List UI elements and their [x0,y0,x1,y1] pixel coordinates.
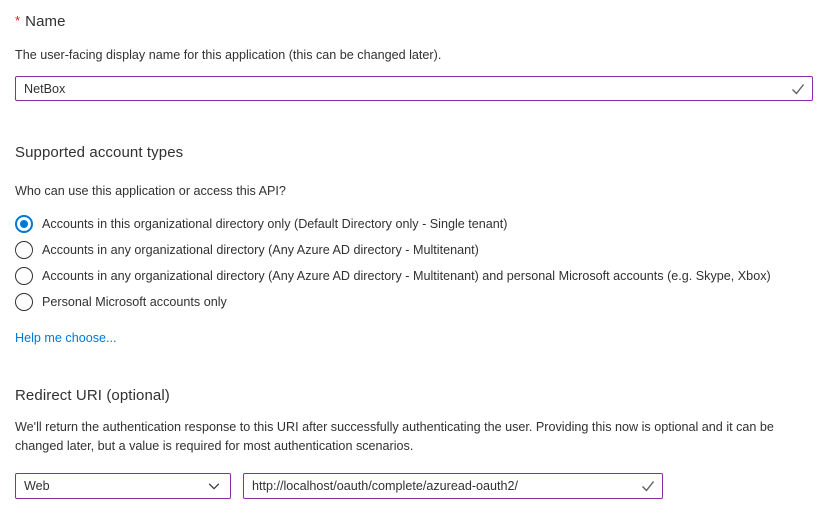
radio-option-multitenant-personal[interactable]: Accounts in any organizational directory (Any Azure AD directory - Multitenant) and personal Microsoft accounts (e.g. Skype, Xbox) [15,263,813,289]
radio-option-personal-only[interactable]: Personal Microsoft accounts only [15,289,813,315]
name-input[interactable] [15,76,813,101]
name-section-header [15,13,813,31]
redirect-uri-section [15,387,813,499]
radio-option-multitenant[interactable]: Accounts in any organizational directory (Any Azure AD directory - Multitenant) [15,237,813,263]
radio-button-icon [15,241,33,259]
account-types-title: Supported account types [15,144,184,161]
platform-select[interactable] [15,473,231,499]
radio-button-icon [15,293,33,311]
name-section-title: Name [25,13,66,30]
help-me-choose-link[interactable]: Help me choose... [15,331,117,345]
required-marker: * [15,13,21,28]
radio-option-single-tenant[interactable]: Accounts in this organizational directory only (Default Directory only - Single tenant) [15,211,813,237]
name-description: The user-facing display name for this application (this can be changed later). [15,48,442,62]
radio-button-icon [15,267,33,285]
redirect-uri-input[interactable] [243,473,663,499]
radio-button-icon [15,215,33,233]
redirect-uri-title: Redirect URI (optional) [15,387,170,404]
redirect-uri-field-container [243,473,663,499]
account-types-radio-group [15,211,813,315]
platform-selected-value: Web [24,479,50,493]
account-types-question: Who can use this application or access this API? [15,184,286,198]
chevron-down-icon [207,479,221,493]
redirect-uri-description: We'll return the authentication response to this URI after successfully authenticating the user. Providing this now is optional and it can be changed later, but a value is required for most authentication scenarios. [15,420,774,453]
redirect-uri-controls [15,473,813,499]
account-types-section [15,144,813,347]
name-field-container [15,76,813,101]
